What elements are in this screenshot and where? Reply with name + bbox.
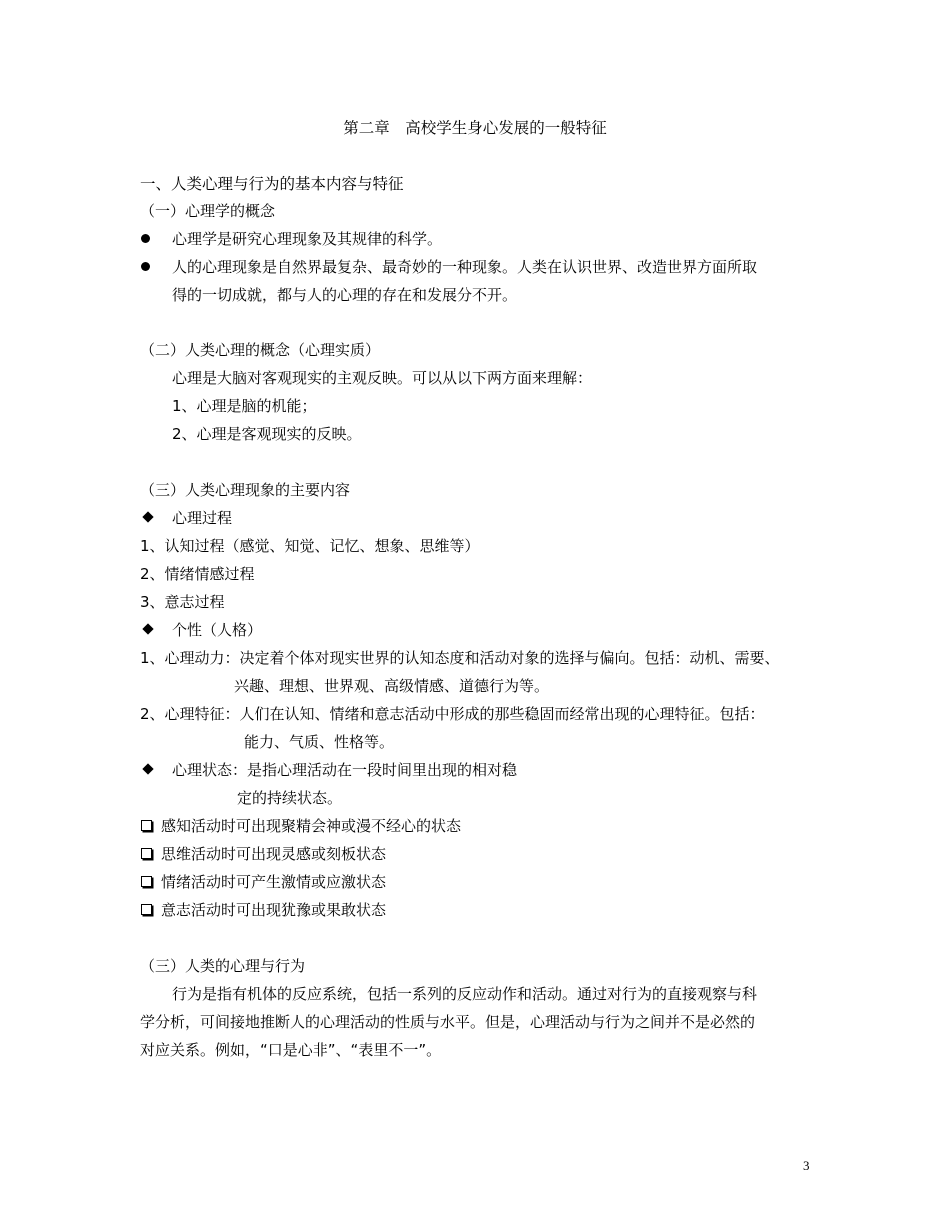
subsection-heading-2: （二）人类心理的概念（心理实质） bbox=[140, 341, 381, 359]
subsection-heading-1: （一）心理学的概念 bbox=[140, 202, 276, 220]
paragraph-line: 行为是指有机体的反应系统，包括一系列的反应动作和活动。通过对行为的直接观察与科 bbox=[172, 985, 758, 1003]
state-item: 情绪活动时可产生激情或应激状态 bbox=[161, 873, 387, 891]
numbered-item: 1、心理动力：决定着个体对现实世界的认知态度和活动对象的选择与偏向。包括：动机、需要、 bbox=[140, 649, 780, 667]
personality-label: 个性（人格） bbox=[172, 621, 263, 639]
state-item: 意志活动时可出现犹豫或果敢状态 bbox=[161, 901, 387, 919]
checkbox-bullet-icon bbox=[141, 820, 152, 831]
numbered-item: 1、心理是脑的机能； bbox=[172, 397, 317, 415]
checkbox-bullet-icon bbox=[141, 848, 152, 859]
subsection-heading-3: （三）人类心理现象的主要内容 bbox=[140, 481, 351, 499]
numbered-item: 2、情绪情感过程 bbox=[140, 565, 255, 583]
bullet-text: 人的心理现象是自然界最复杂、最奇妙的一种现象。人类在认识世界、改造世界方面所取 bbox=[172, 258, 758, 276]
section-heading: 一、人类心理与行为的基本内容与特征 bbox=[140, 175, 404, 193]
state-label: 心理状态：是指心理活动在一段时间里出现的相对稳 bbox=[172, 761, 518, 779]
paragraph-text: 心理是大脑对客观现实的主观反映。可以从以下两方面来理解： bbox=[172, 369, 593, 387]
bullet-text-cont: 得的一切成就，都与人的心理的存在和发展分不开。 bbox=[172, 286, 518, 304]
numbered-item: 2、心理特征：人们在认知、情绪和意志活动中形成的那些稳固而经常出现的心理特征。包括： bbox=[140, 705, 765, 723]
page-number: 3 bbox=[803, 1158, 810, 1173]
checkbox-bullet-icon bbox=[141, 904, 152, 915]
diamond-bullet-icon bbox=[142, 763, 153, 774]
paragraph-line: 对应关系。例如，“口是心非”、“表里不一”。 bbox=[140, 1041, 442, 1059]
numbered-item: 2、心理是客观现实的反映。 bbox=[172, 425, 362, 443]
state-item: 感知活动时可出现聚精会神或漫不经心的状态 bbox=[161, 817, 462, 835]
process-label: 心理过程 bbox=[172, 509, 233, 527]
diamond-bullet-icon bbox=[142, 623, 153, 634]
diamond-bullet-icon bbox=[142, 511, 153, 522]
numbered-item: 1、认知过程（感觉、知觉、记忆、想象、思维等） bbox=[140, 537, 480, 555]
subsection-heading-4: （三）人类的心理与行为 bbox=[140, 957, 306, 975]
numbered-item-cont: 兴趣、理想、世界观、高级情感、道德行为等。 bbox=[234, 677, 550, 695]
checkbox-bullet-icon bbox=[141, 876, 152, 887]
state-label-cont: 定的持续状态。 bbox=[237, 789, 343, 807]
bullet-dot-icon bbox=[141, 234, 150, 243]
paragraph-line: 学分析，可间接地推断人的心理活动的性质与水平。但是，心理活动与行为之间并不是必然的 bbox=[140, 1013, 756, 1031]
state-item: 思维活动时可出现灵感或刻板状态 bbox=[161, 845, 387, 863]
bullet-text: 心理学是研究心理现象及其规律的科学。 bbox=[172, 230, 443, 248]
chapter-title: 第二章 高校学生身心发展的一般特征 bbox=[343, 119, 607, 137]
bullet-dot-icon bbox=[141, 262, 150, 271]
numbered-item: 3、意志过程 bbox=[140, 593, 225, 611]
numbered-item-cont: 能力、气质、性格等。 bbox=[244, 733, 395, 751]
